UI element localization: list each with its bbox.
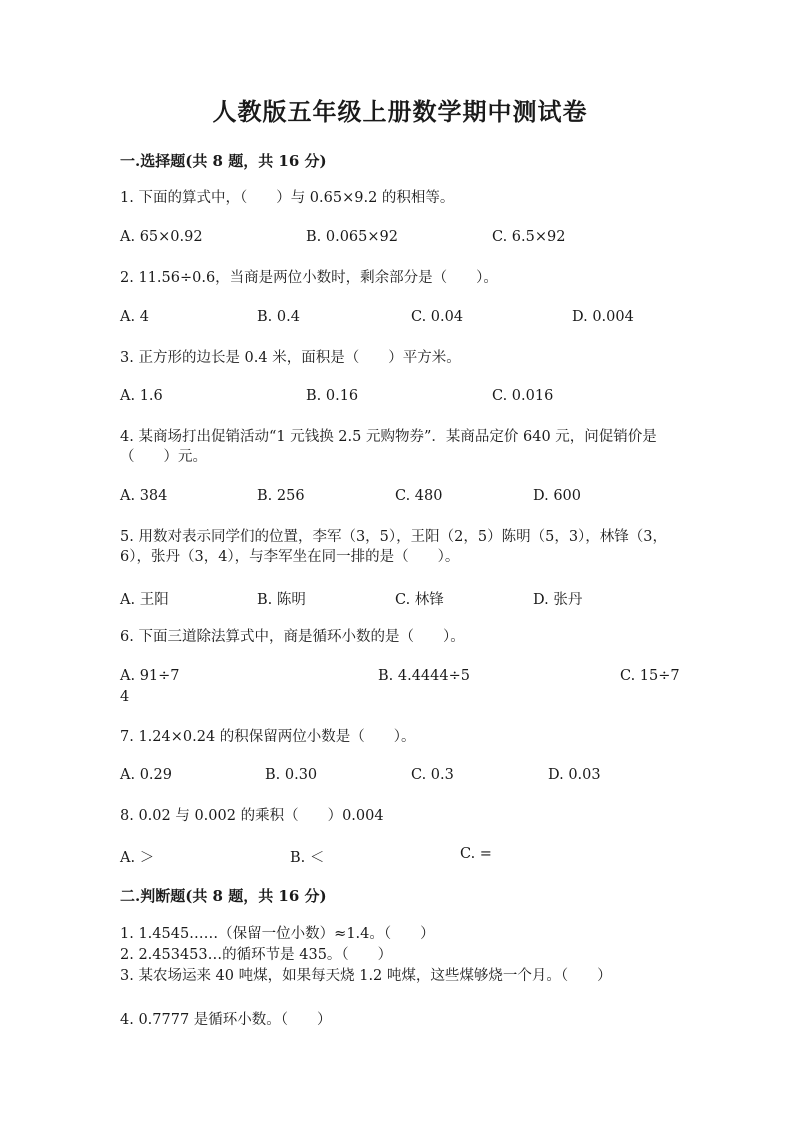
question-stem: 8. 0.02 与 0.002 的乘积（ ）0.004 — [120, 808, 384, 824]
option-text: A. 65×0.92 — [120, 229, 203, 245]
option-text: C. 0.04 — [411, 309, 464, 325]
option-text: D. 0.004 — [572, 309, 634, 325]
judgment-item: 1. 1.4545……（保留一位小数）≈1.4。（ ） — [120, 926, 435, 942]
option-text: C. 林锋 — [395, 592, 444, 608]
option-text: A. 王阳 — [120, 592, 169, 608]
option-text: C. 0.016 — [492, 388, 554, 404]
option-text: D. 张丹 — [533, 592, 583, 608]
section-heading-judgment: 二.判断题(共 8 题，共 16 分) — [120, 887, 327, 905]
option-text: C. 6.5×92 — [492, 229, 566, 245]
option-text: B. 0.065×92 — [306, 229, 398, 245]
question-stem: 3. 正方形的边长是 0.4 米，面积是（ ）平方米。 — [120, 350, 461, 366]
option-text: B. 256 — [257, 488, 305, 504]
option-text: C. = — [460, 846, 492, 862]
question-stem: 7. 1.24×0.24 的积保留两位小数是（ ）。 — [120, 729, 416, 745]
option-text: A. 384 — [120, 488, 168, 504]
option-text: B. 0.30 — [265, 767, 318, 783]
option-text: C. 15÷7 — [620, 668, 680, 684]
question-stem: 2. 11.56÷0.6，当商是两位小数时，剩余部分是（ ）。 — [120, 270, 498, 286]
option-text: A. ＞ — [120, 850, 155, 866]
question-stem: 5. 用数对表示同学们的位置，李军（3，5），王阳（2，5）陈明（5，3），林锋（3，6），张丹（3，4），与李军坐在同一排的是（ ）。 — [120, 529, 668, 565]
option-text: B. 4.4444÷5 — [378, 668, 470, 684]
option-text: A. 0.29 — [120, 767, 172, 783]
option-text: D. 600 — [533, 488, 582, 504]
option-text: C. 480 — [395, 488, 443, 504]
option-text: A. 91÷7 — [120, 668, 180, 684]
option-text: B. 0.4 — [257, 309, 300, 325]
option-text: B. 陈明 — [257, 592, 306, 608]
option-text: C. 0.3 — [411, 767, 454, 783]
option-text-wrap: 4 — [120, 689, 130, 705]
question-stem: 1. 下面的算式中，（ ）与 0.65×9.2 的积相等。 — [120, 190, 455, 206]
section-heading-choice: 一.选择题(共 8 题，共 16 分) — [120, 152, 327, 170]
question-stem: 4. 某商场打出促销活动“1 元钱换 2.5 元购物券”．某商品定价 640 元，问促销价是（ ）元。 — [120, 429, 657, 465]
option-text: D. 0.03 — [548, 767, 601, 783]
judgment-item: 2. 2.453453…的循环节是 435。（ ） — [120, 947, 393, 963]
judgment-item: 4. 0.7777 是循环小数。（ ） — [120, 1012, 332, 1028]
option-text: A. 4 — [120, 309, 149, 325]
option-text: B. ＜ — [290, 850, 325, 866]
option-text: B. 0.16 — [306, 388, 359, 404]
judgment-item: 3. 某农场运来 40 吨煤，如果每天烧 1.2 吨煤，这些煤够烧一个月。（ ） — [120, 968, 612, 984]
question-stem: 6. 下面三道除法算式中，商是循环小数的是（ ）。 — [120, 629, 465, 645]
option-text: A. 1.6 — [120, 388, 163, 404]
page-title: 人教版五年级上册数学期中测试卷 — [212, 97, 588, 126]
